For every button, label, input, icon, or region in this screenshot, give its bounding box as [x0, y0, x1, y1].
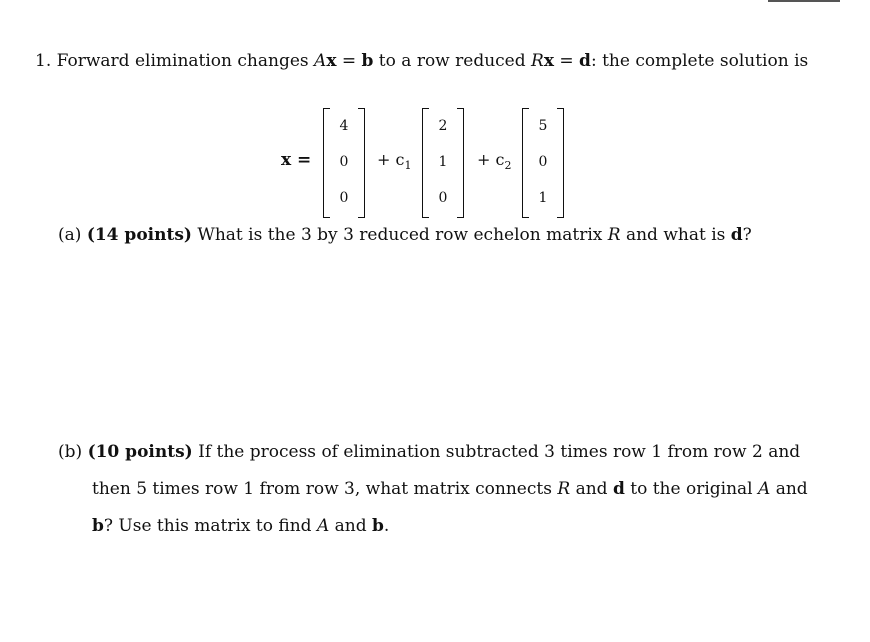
var-x-2: x	[543, 51, 554, 71]
intro-text-1: Forward elimination changes	[56, 51, 315, 71]
part-a-text-1: What is the 3 by 3 reduced row echelon matrix	[191, 225, 608, 245]
vector-entry: 0	[339, 190, 349, 206]
part-a-text-2: and what is	[620, 225, 731, 245]
vector-entry: 2	[438, 118, 448, 134]
intro-text-2: to a row reduced	[373, 51, 532, 71]
part-a-points: (14 points)	[86, 225, 192, 245]
part-b-var-d: d	[612, 479, 625, 499]
special-vector-1	[422, 108, 464, 216]
special-vector-2	[522, 108, 564, 216]
var-x: x	[326, 51, 337, 71]
part-b-text-3d: and	[329, 516, 373, 536]
var-A: A	[314, 51, 327, 71]
vector-entry: 1	[538, 190, 548, 206]
c2-subscript: 2	[504, 159, 512, 173]
vector-entry: 0	[339, 154, 349, 170]
c1-subscript: 1	[404, 159, 412, 173]
plus-c1-text: + c	[377, 150, 405, 169]
vector-entry: 1	[438, 154, 448, 170]
var-R: R	[531, 51, 544, 71]
part-b-line-1	[58, 441, 800, 463]
plus-c1	[377, 150, 411, 172]
intro-text-3: : the complete solution is	[590, 51, 809, 71]
part-a	[58, 224, 752, 246]
particular-vector	[323, 108, 365, 216]
part-b-var-R: R	[557, 479, 571, 499]
part-b-text-2d: and	[770, 479, 808, 499]
part-b-line-3	[92, 515, 389, 537]
solution-lhs: x =	[281, 150, 312, 170]
plus-c2	[477, 150, 511, 172]
vector-entry: 0	[538, 154, 548, 170]
part-b-text-3f: .	[383, 516, 390, 536]
part-b-text-2c: to the original	[624, 479, 759, 499]
part-a-var-d: d	[730, 225, 743, 245]
part-b-var-b: b	[92, 516, 104, 536]
problem-number: 1.	[35, 51, 52, 71]
var-b: b	[361, 51, 374, 71]
vector-entry: 0	[438, 190, 448, 206]
top-rule	[768, 0, 840, 2]
part-b-line-2	[92, 478, 808, 500]
part-b-var-A-2: A	[316, 516, 330, 536]
equals-sign-2: =	[553, 51, 580, 71]
part-b-var-A: A	[758, 479, 771, 499]
part-a-text-3: ?	[742, 225, 752, 245]
part-b-text-3b: ? Use this matrix to find	[103, 516, 317, 536]
vector-entry: 4	[339, 118, 349, 134]
part-a-var-R: R	[607, 225, 621, 245]
part-a-label: (a)	[58, 225, 82, 245]
part-b-points: (10 points)	[87, 442, 193, 462]
plus-c2-text: + c	[477, 150, 505, 169]
equals-sign: =	[336, 51, 362, 71]
part-b-text-2a: then 5 times row 1 from row 3, what matrix connects	[92, 479, 558, 499]
problem-statement	[35, 50, 808, 72]
part-b-label: (b)	[58, 442, 83, 462]
part-b-text-2b: and	[570, 479, 613, 499]
var-d: d	[579, 51, 591, 71]
part-b-text-1: If the process of elimination subtracted 3 times row 1 from row 2 and	[192, 442, 801, 462]
part-b-var-b-2: b	[372, 516, 384, 536]
vector-entry: 5	[538, 118, 548, 134]
